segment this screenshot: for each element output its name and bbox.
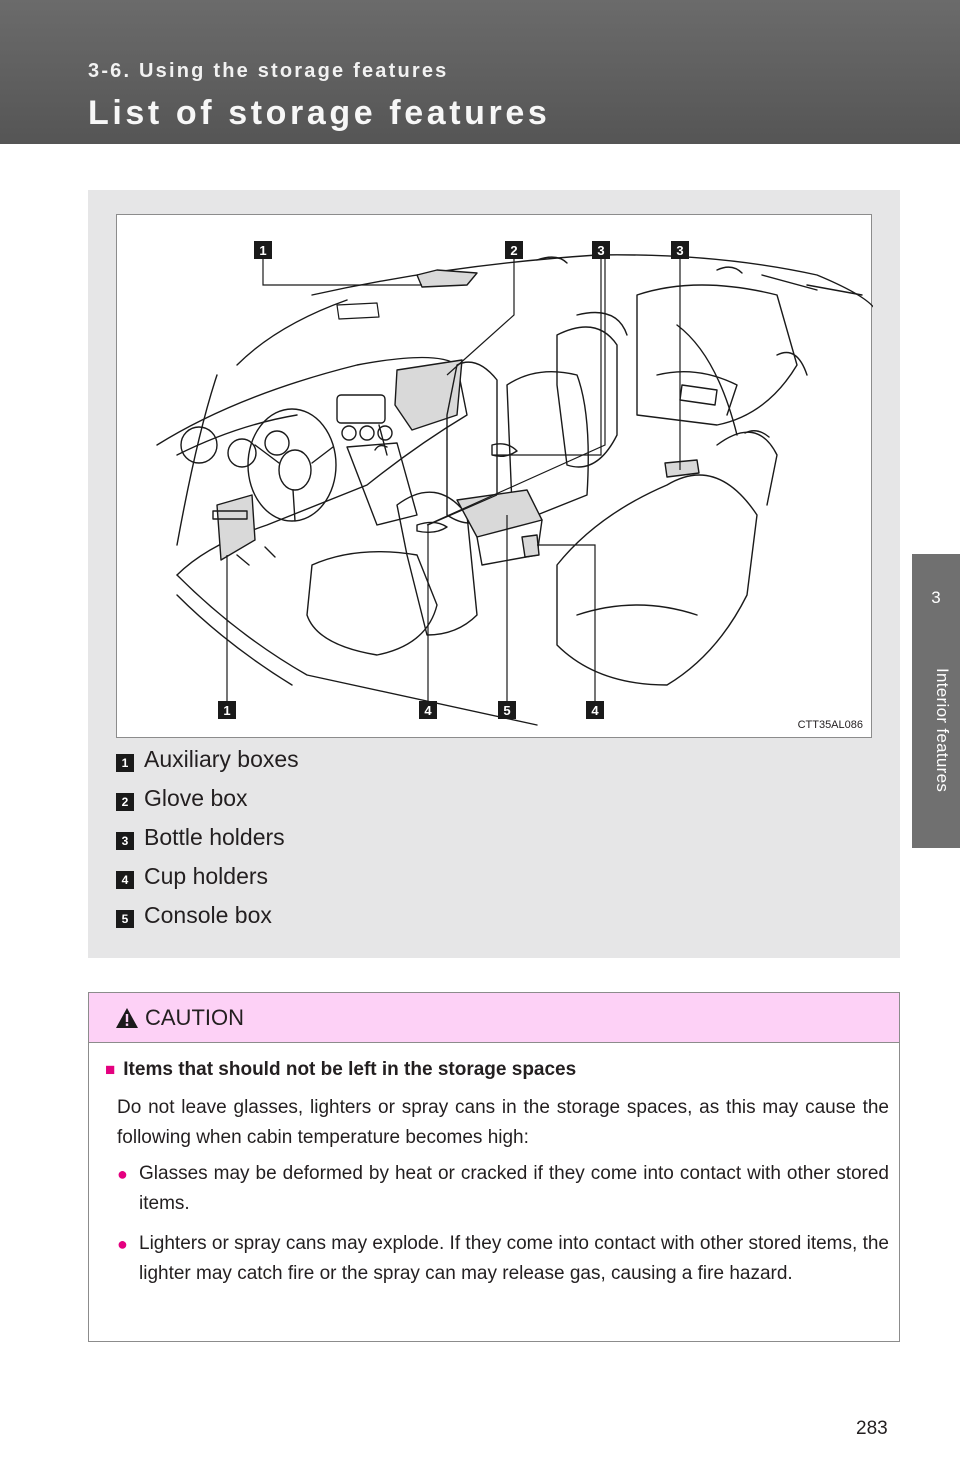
legend-label: Bottle holders <box>144 824 285 850</box>
page-number: 283 <box>856 1418 888 1439</box>
caution-box <box>88 992 900 1342</box>
legend-label: Glove box <box>144 785 248 811</box>
chapter-header <box>0 0 960 144</box>
caution-title: CAUTION <box>145 1005 244 1030</box>
interior-illustration <box>116 214 872 738</box>
legend-number: 4 <box>116 871 134 889</box>
caution-bullet-glasses <box>117 1159 889 1219</box>
legend-label: Cup holders <box>144 863 269 889</box>
callout-4-left: 4 <box>424 703 432 718</box>
circle-bullet-icon: ● <box>117 1234 128 1254</box>
square-bullet-icon: ■ <box>105 1060 116 1079</box>
callout-4-right: 4 <box>591 703 599 718</box>
callout-2: 2 <box>510 243 518 258</box>
caution-paragraph: Do not leave glasses, lighters or spray cans in the storage spaces, as this may cause the following when cabin temperature becomes high: <box>117 1097 889 1148</box>
callout-5: 5 <box>503 703 511 718</box>
caution-bullet-text: Lighters or spray cans may explode. If they come into contact with other stored items, the lighter may catch fire or the spray can may release gas, causing a fire hazard. <box>139 1233 889 1284</box>
caution-subheading <box>105 1059 576 1081</box>
chapter-name: Interior features <box>933 668 952 793</box>
caution-subheading-text: Items that should not be left in the storage spaces <box>123 1059 577 1080</box>
legend-number: 2 <box>116 793 134 811</box>
caution-bullet-lighters <box>117 1229 889 1289</box>
figure-code: CTT35AL086 <box>797 719 863 731</box>
legend-label: Auxiliary boxes <box>144 746 299 772</box>
callout-1-bottom: 1 <box>223 703 231 718</box>
callout-1-top: 1 <box>259 243 267 258</box>
callout-3-right: 3 <box>676 243 684 258</box>
chapter-number: 3 <box>931 588 941 607</box>
caution-bullet-text: Glasses may be deformed by heat or cracked if they come into contact with other stored items. <box>139 1163 889 1214</box>
legend-label: Console box <box>144 902 272 928</box>
warning-triangle-icon <box>115 1007 139 1029</box>
legend-number: 3 <box>116 832 134 850</box>
caution-header <box>89 993 899 1043</box>
figure-callouts <box>218 241 689 719</box>
legend-number: 1 <box>116 754 134 772</box>
car-interior-drawing <box>117 215 873 739</box>
callout-3-left: 3 <box>597 243 605 258</box>
circle-bullet-icon: ● <box>117 1164 128 1184</box>
legend-number: 5 <box>116 910 134 928</box>
page-title: List of storage features <box>88 94 551 132</box>
section-label: 3-6. Using the storage features <box>88 60 449 82</box>
